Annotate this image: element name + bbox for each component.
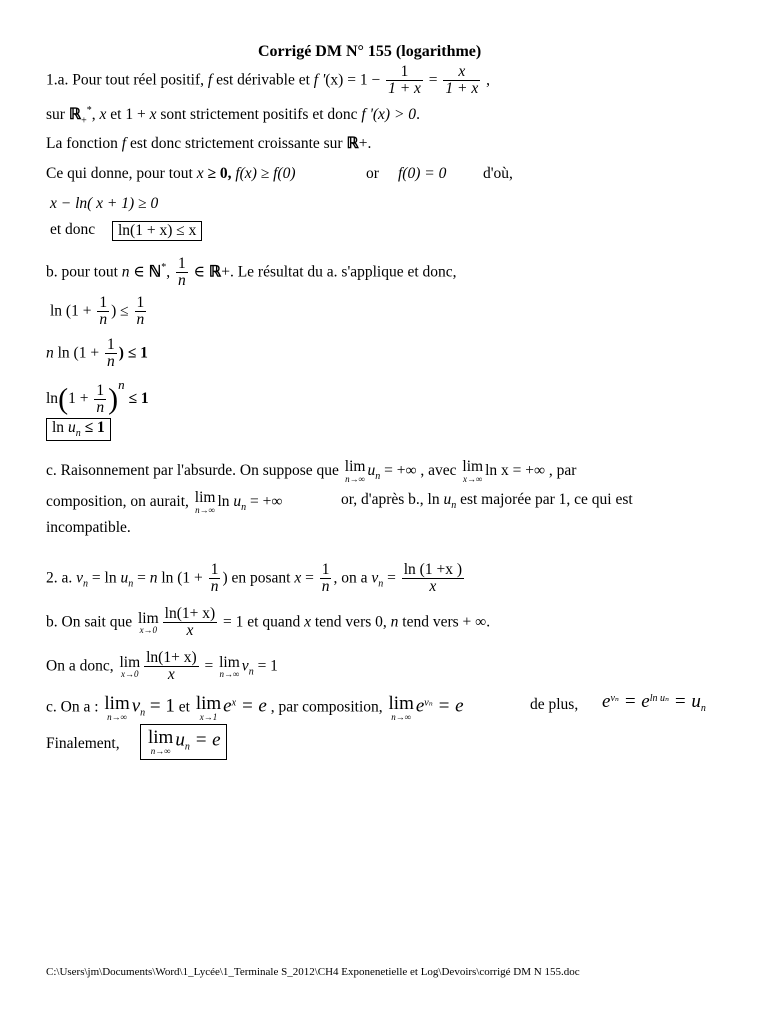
numerator: ln(1+ x) [164,605,216,622]
line-1a [46,64,490,98]
denominator: n [96,398,105,416]
var-v: v [371,569,379,587]
limit [219,655,240,680]
set-R: ℝ [68,106,82,124]
fraction [163,606,218,640]
denominator: n [106,353,115,371]
numerator: x [443,64,480,81]
final-boxed-result [140,724,227,760]
denominator: x [167,666,175,684]
text: = e [189,729,221,751]
text: et 1 + [106,106,150,124]
subscript: n [241,501,247,513]
subscript: n [140,707,146,719]
denominator: n [177,272,186,290]
lim: lim [119,653,141,671]
text: 1 + [68,390,93,407]
lim: lim [388,693,414,714]
text: = [383,569,400,587]
final-equality [602,692,706,714]
text: = +∞ , avec [380,461,461,479]
text: 1.a. Pour tout réel positif, [46,71,208,89]
subscript: n [184,741,190,753]
denominator: n [210,578,219,596]
limit [345,459,366,484]
subscript: n [375,470,381,482]
line-3 [46,136,371,152]
text: et donc [50,221,96,238]
text: = 1 [219,613,244,631]
text: ∈ [189,263,209,281]
text: , [482,71,491,89]
exponent: vₙ [610,692,619,704]
line-8 [50,295,148,329]
limit-sub: x→0 [139,625,158,636]
var-n: n [390,613,399,631]
text: ln x = +∞ , par [485,461,577,479]
text-or: or [366,165,379,182]
f0-equals: f(0) = 0 [398,165,447,182]
var-u: u [175,729,185,751]
line-9 [46,337,148,371]
limit [389,694,414,722]
lim: lim [219,653,240,671]
text: La fonction [46,135,122,152]
text: = [200,657,218,675]
subscript: n [83,578,89,590]
fraction [443,64,480,98]
line-15 [46,562,466,596]
set-N: ℕ [148,263,162,281]
limit [195,490,216,515]
line-10 [46,378,149,416]
fraction [135,295,147,329]
text: = e [432,695,464,717]
text: b. On sait que [46,613,136,631]
line-6 [50,222,95,238]
text: sont strictement positifs et donc [156,106,362,124]
var-x: x [196,165,204,182]
text: = [133,569,150,587]
text: = +∞ [246,492,283,510]
text: ≤ 1 [124,390,149,407]
text: ln [217,492,234,510]
text: tend vers + ∞. [398,613,491,631]
subscript: n [451,500,457,512]
line-13b [341,492,633,511]
limit [148,728,173,756]
line-14: incompatible. [46,519,131,536]
var-v: v [76,569,84,587]
subscript: n [248,666,254,678]
page-title: Corrigé DM N° 155 (logarithme) [258,43,482,60]
fraction [402,562,464,596]
denominator: x [186,622,194,640]
text: ) ≤ [111,302,133,320]
inequality: f(x) ≥ f(0) [235,165,296,182]
line-16 [46,606,490,640]
line-4 [46,166,296,182]
text: et quand [243,613,305,631]
limit [196,694,221,722]
text: , [166,263,174,281]
text: sur [46,106,69,124]
text-f: f [207,71,213,89]
fraction [144,650,199,684]
text: ∈ [129,263,149,281]
numerator: 1 [106,336,115,353]
fraction [105,337,117,371]
text: et [174,698,194,716]
text: ln [46,390,59,407]
limit-sub: n→∞ [391,712,412,722]
text: , [91,106,100,124]
line-19: Finalement, [46,735,120,752]
limit-sub: n→∞ [219,669,240,680]
limit [104,694,129,722]
text: = u [669,691,701,712]
numerator: 1 [136,294,145,311]
text: (x) = 1 − [325,71,385,89]
text: , par composition, [266,698,387,716]
text: Ce qui donne, pour tout [46,165,197,182]
numerator: 1 [210,561,219,578]
inequality-line: x − ln( x + 1) ≥ 0 [50,195,159,212]
var-e: e [602,691,611,712]
lim: lim [194,489,216,506]
lim: lim [104,693,130,714]
limit-sub: n→∞ [107,712,128,722]
numerator: ln(1+ x) [146,649,197,666]
var-e: e [415,695,425,717]
limit-sub: n→∞ [345,473,366,484]
text: = [301,569,318,587]
line-7 [46,256,457,290]
var-x: x [294,569,302,587]
exponent: n [118,377,125,392]
limit-sub: x→1 [199,712,218,722]
file-path-footer: C:\Users\jm\Documents\Word\1_Lycée\1_Terminale S_2012\CH4 Exponenetielle et Log\Devoirs\corrigé DM N 155.doc [46,966,580,978]
line-2 [46,106,420,126]
limit-sub: n→∞ [195,504,216,515]
text: ) en posant [222,569,295,587]
paren-right: ) [108,382,119,416]
limit-sub: x→∞ [463,473,483,484]
denominator: n [99,311,108,329]
text: , on a [333,569,372,587]
text: = e [618,691,650,712]
limit-sub: n→∞ [150,746,171,756]
numerator: 1 [96,381,105,399]
numerator: ln (1 +x ) [403,561,462,578]
numerator: 1 [321,561,330,578]
fraction [94,383,106,417]
set-R: ℝ [208,263,222,281]
limit-sub: x→0 [121,669,139,680]
text: composition, on aurait, [46,492,193,510]
line-13 [46,490,282,515]
boxed-result: ln(1 + x) ≤ x [112,221,202,241]
fraction [209,562,221,596]
line-17 [46,650,278,684]
superscript: * [86,105,92,116]
denominator: 1 + x [445,80,479,98]
text: b. pour tout [46,263,122,281]
numerator: 1 [99,294,108,311]
var-v: v [241,657,249,675]
text: c. On a : [46,698,103,716]
numerator: 1 [386,64,423,81]
subscript: + [81,115,87,127]
boxed-result [46,418,111,441]
denominator: n [321,578,330,596]
var-u: u [443,491,452,508]
text: ln (1 + [50,302,96,320]
text: = [424,71,442,89]
text: = ln [88,569,121,587]
text: ln [52,419,68,436]
var-x: x [99,106,107,124]
subscript: n [700,703,706,715]
superscript: * [161,262,167,274]
var-n: n [46,344,54,362]
lim: lim [462,458,484,475]
lim: lim [137,609,159,627]
exponent: vₙ [424,697,433,709]
text: +. [358,135,372,152]
lim: lim [148,727,174,748]
var-n: n [149,569,158,587]
denominator: x [429,578,437,596]
text-de-plus: de plus, [530,696,579,713]
text-dou: d'où, [483,165,513,182]
text: est majorée par 1, ce qui est [456,491,633,508]
var-e: e [223,695,232,717]
paren-left: ( [58,382,69,416]
text: = 1 [145,695,175,717]
text: est dérivable et [212,71,314,89]
lim: lim [344,458,366,475]
fraction [176,256,188,290]
fraction [386,64,423,98]
lim: lim [195,693,222,714]
text: ≥ 0, [203,165,236,182]
text: = 1 [253,657,278,675]
text-f: f [121,135,127,152]
exponent: x [231,697,237,709]
text: . [416,106,420,124]
limit [119,655,140,680]
text: ≤ 1 [80,419,105,436]
denominator: n [136,311,145,329]
text: On a donc, [46,657,118,675]
text: tend vers 0, [311,613,391,631]
limit [138,611,159,636]
subscript: n [75,428,81,440]
numerator: 1 [177,255,186,272]
exponent: ln uₙ [649,692,670,704]
text-fprime: f ' [313,71,326,89]
denominator: 1 + x [388,80,421,98]
var-x: x [149,106,157,124]
inequality: f '(x) > 0 [361,106,417,124]
var-x: x [304,613,311,631]
line-18 [46,694,464,722]
set-R: ℝ [346,135,359,152]
fraction [97,295,109,329]
line-12 [46,459,576,484]
text: est donc strictement croissante sur [126,135,347,152]
var-u: u [120,569,129,587]
text: ln (1 + [53,344,103,362]
text: +. Le résultat du a. s'applique et donc, [221,263,457,281]
text: = e [236,695,267,717]
var-u: u [367,461,376,479]
subscript: n [128,578,134,590]
var-n: n [121,263,130,281]
text: ) ≤ 1 [118,344,148,362]
fraction [320,562,332,596]
text: ln (1 + [157,569,207,587]
text: 2. a. [46,569,77,587]
subscript: n [378,578,384,590]
var-u: u [233,492,242,510]
var-v: v [131,695,141,717]
text: c. Raisonnement par l'absurde. On suppose que [46,461,343,479]
text: or, d'après b., ln [341,491,444,508]
limit [462,459,483,484]
var-u: u [67,419,76,436]
